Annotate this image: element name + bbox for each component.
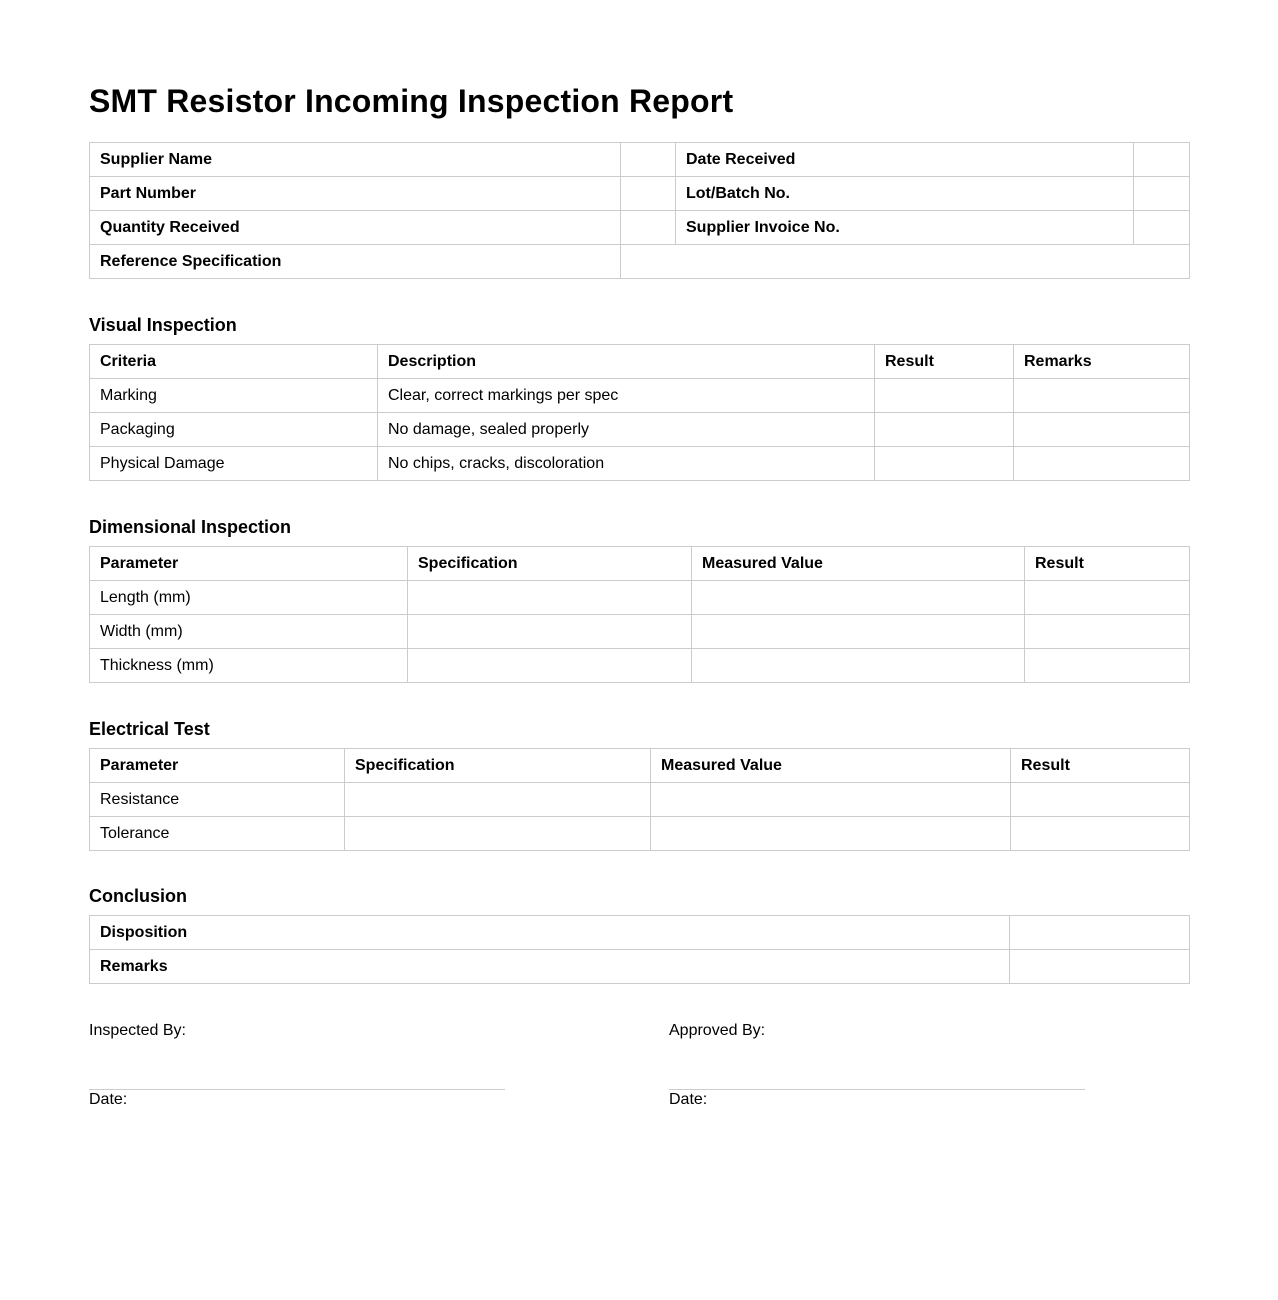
table-header-row (90, 345, 1190, 379)
column-header: Parameter (90, 749, 345, 783)
measured-value-cell[interactable] (692, 649, 1025, 683)
table-row (90, 783, 1190, 817)
approved-by-label: Approved By: (669, 1022, 766, 1039)
table-row (90, 615, 1190, 649)
description-cell: No chips, cracks, discoloration (378, 447, 875, 481)
remarks-cell[interactable] (1014, 413, 1190, 447)
column-header: Parameter (90, 547, 408, 581)
table-row (90, 413, 1190, 447)
date-received-label: Date Received (676, 143, 1134, 177)
quantity-received-field[interactable] (621, 211, 676, 245)
electrical-test-table (89, 748, 1190, 851)
measured-value-cell[interactable] (651, 783, 1011, 817)
table-row (90, 177, 1190, 211)
result-cell[interactable] (1011, 783, 1190, 817)
inspected-by-label: Inspected By: (89, 1022, 186, 1039)
specification-cell[interactable] (345, 817, 651, 851)
specification-cell[interactable] (345, 783, 651, 817)
table-row (90, 245, 1190, 279)
remarks-field[interactable] (1010, 950, 1190, 984)
column-header: Result (1011, 749, 1190, 783)
specification-cell[interactable] (408, 649, 692, 683)
criteria-cell: Marking (90, 379, 378, 413)
result-cell[interactable] (1025, 581, 1190, 615)
dimensional-inspection-table (89, 546, 1190, 683)
parameter-cell: Length (mm) (90, 581, 408, 615)
dimensional-inspection-heading: Dimensional Inspection (89, 517, 292, 537)
inspected-by-signature-line[interactable] (89, 1089, 505, 1090)
table-row (90, 950, 1190, 984)
parameter-cell: Thickness (mm) (90, 649, 408, 683)
table-row (90, 379, 1190, 413)
specification-cell[interactable] (408, 615, 692, 649)
table-header-row (90, 547, 1190, 581)
remarks-cell[interactable] (1014, 379, 1190, 413)
table-row (90, 581, 1190, 615)
electrical-test-heading: Electrical Test (89, 719, 210, 739)
header-info-table (89, 142, 1190, 279)
table-row (90, 211, 1190, 245)
column-header: Remarks (1014, 345, 1190, 379)
supplier-invoice-field[interactable] (1134, 211, 1190, 245)
column-header: Specification (408, 547, 692, 581)
table-row (90, 649, 1190, 683)
table-row (90, 143, 1190, 177)
conclusion-table (89, 915, 1190, 984)
column-header: Measured Value (692, 547, 1025, 581)
measured-value-cell[interactable] (692, 581, 1025, 615)
result-cell[interactable] (1011, 817, 1190, 851)
disposition-label: Disposition (90, 916, 1010, 950)
approved-date-label: Date: (669, 1091, 708, 1108)
table-row (90, 817, 1190, 851)
table-row (90, 916, 1190, 950)
quantity-received-label: Quantity Received (90, 211, 621, 245)
lot-batch-field[interactable] (1134, 177, 1190, 211)
part-number-field[interactable] (621, 177, 676, 211)
remarks-label: Remarks (90, 950, 1010, 984)
measured-value-cell[interactable] (692, 615, 1025, 649)
column-header: Result (1025, 547, 1190, 581)
table-row (90, 447, 1190, 481)
column-header: Measured Value (651, 749, 1011, 783)
specification-cell[interactable] (408, 581, 692, 615)
parameter-cell: Resistance (90, 783, 345, 817)
column-header: Specification (345, 749, 651, 783)
table-header-row (90, 749, 1190, 783)
visual-inspection-heading: Visual Inspection (89, 315, 237, 335)
supplier-invoice-label: Supplier Invoice No. (676, 211, 1134, 245)
reference-spec-label: Reference Specification (90, 245, 621, 279)
description-cell: No damage, sealed properly (378, 413, 875, 447)
result-cell[interactable] (1025, 615, 1190, 649)
approved-by-signature-line[interactable] (669, 1089, 1085, 1090)
supplier-name-label: Supplier Name (90, 143, 621, 177)
page-title: SMT Resistor Incoming Inspection Report (89, 83, 734, 119)
supplier-name-field[interactable] (621, 143, 676, 177)
parameter-cell: Tolerance (90, 817, 345, 851)
column-header: Criteria (90, 345, 378, 379)
result-cell[interactable] (875, 379, 1014, 413)
result-cell[interactable] (875, 413, 1014, 447)
criteria-cell: Physical Damage (90, 447, 378, 481)
result-cell[interactable] (1025, 649, 1190, 683)
visual-inspection-table (89, 344, 1190, 481)
column-header: Result (875, 345, 1014, 379)
reference-spec-field[interactable] (621, 245, 1190, 279)
criteria-cell: Packaging (90, 413, 378, 447)
part-number-label: Part Number (90, 177, 621, 211)
description-cell: Clear, correct markings per spec (378, 379, 875, 413)
measured-value-cell[interactable] (651, 817, 1011, 851)
lot-batch-label: Lot/Batch No. (676, 177, 1134, 211)
parameter-cell: Width (mm) (90, 615, 408, 649)
result-cell[interactable] (875, 447, 1014, 481)
disposition-field[interactable] (1010, 916, 1190, 950)
remarks-cell[interactable] (1014, 447, 1190, 481)
column-header: Description (378, 345, 875, 379)
conclusion-heading: Conclusion (89, 886, 187, 906)
date-received-field[interactable] (1134, 143, 1190, 177)
inspected-date-label: Date: (89, 1091, 128, 1108)
